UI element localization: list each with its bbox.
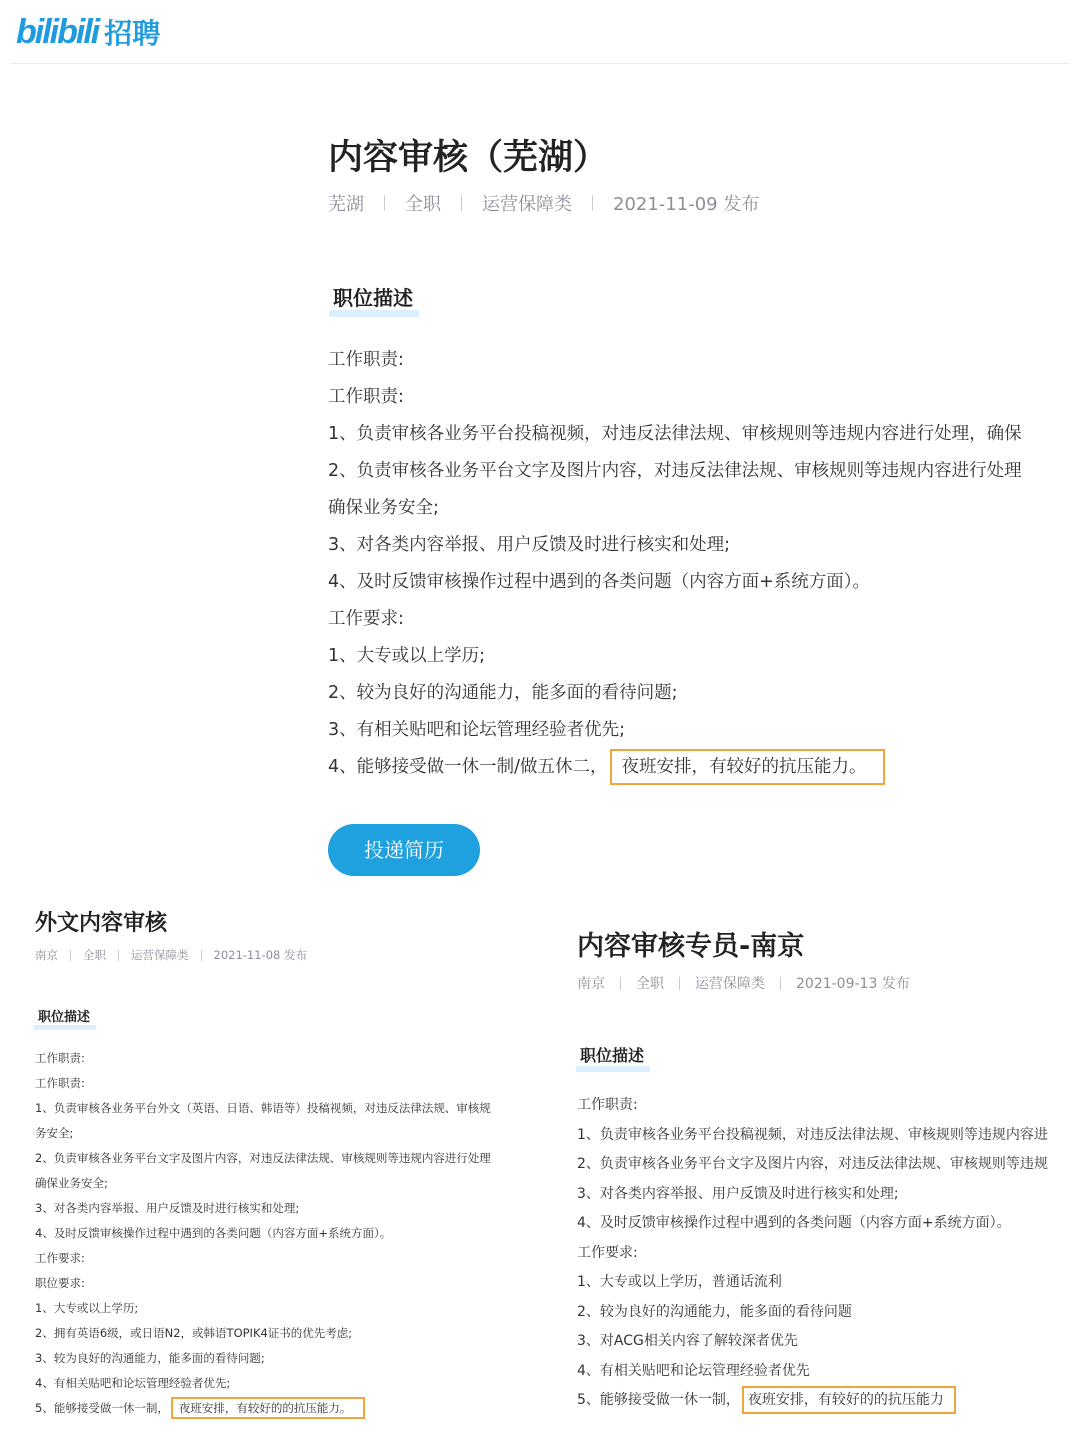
- description-line: 4、及时反馈审核操作过程中遇到的各类问题（内容方面+系统方面）。: [35, 1226, 392, 1240]
- description-line: 4、有相关贴吧和论坛管理经验者优先: [577, 1362, 810, 1379]
- job-description-list: [35, 1046, 540, 1421]
- description-line: 工作要求:: [35, 1251, 85, 1265]
- highlight-box: 夜班安排，有较好的抗压能力。: [610, 749, 885, 785]
- section-title-job-description: [580, 1043, 644, 1066]
- section-title-text: 职位描述: [333, 286, 413, 310]
- description-line: 4、有相关贴吧和论坛管理经验者优先;: [35, 1376, 231, 1390]
- description-line-highlighted: [577, 1386, 1073, 1416]
- job-type: 全职: [636, 976, 664, 992]
- description-line: 确保业务安全;: [328, 498, 439, 518]
- job-type: 全职: [83, 948, 106, 962]
- site-header: [0, 0, 1080, 64]
- job-meta: [577, 973, 910, 993]
- section-title-text: 职位描述: [580, 1046, 645, 1065]
- description-line: 1、大专或以上学历，普通话流利: [577, 1274, 782, 1290]
- description-line: 1、大专或以上学历;: [35, 1301, 139, 1315]
- meta-divider: [679, 977, 680, 990]
- job-publish-date: 2021-11-09 发布: [613, 194, 760, 215]
- section-title-underline: [34, 1025, 96, 1030]
- description-line: 1、负责审核各业务平台外文（英语、日语、韩语等）投稿视频，对违反法律法规、审核规: [35, 1101, 491, 1115]
- description-line: 工作要求:: [577, 1244, 638, 1261]
- description-line: 2、较为良好的沟通能力，能多面的看待问题;: [328, 683, 678, 703]
- apply-resume-button[interactable]: 投递简历: [328, 824, 480, 876]
- description-line: 工作职责:: [328, 387, 404, 407]
- description-line-highlighted: [35, 1396, 540, 1421]
- description-line: 2、负责审核各业务平台文字及图片内容，对违反法律法规、审核规则等违规: [577, 1156, 1048, 1172]
- meta-divider: [201, 950, 202, 961]
- logo-recruit: 招聘: [104, 17, 161, 50]
- description-line: 工作职责:: [328, 350, 404, 370]
- description-line: 确保业务安全;: [35, 1176, 108, 1190]
- meta-divider: [592, 195, 593, 211]
- job-category: 运营保障类: [482, 194, 572, 215]
- description-line: 3、对各类内容举报、用户反馈及时进行核实和处理;: [328, 535, 731, 555]
- job-category: 运营保障类: [131, 948, 189, 962]
- section-title-job-description: [38, 1006, 90, 1025]
- description-line: 1、负责审核各业务平台投稿视频，对违反法律法规、审核规则等违规内容进: [577, 1126, 1048, 1143]
- description-line: 务安全;: [35, 1126, 74, 1140]
- job-title: 外文内容审核: [35, 911, 168, 936]
- job-category: 运营保障类: [695, 976, 765, 992]
- job-meta: [328, 190, 759, 216]
- description-line: 工作要求:: [328, 609, 404, 629]
- description-line: 工作职责:: [35, 1076, 85, 1090]
- bilibili-recruit-logo[interactable]: [16, 10, 160, 54]
- highlight-box: 夜班安排，有较好的的抗压能力。: [171, 1397, 366, 1419]
- job-location: 南京: [35, 948, 58, 962]
- description-line-highlighted: [328, 749, 1073, 786]
- section-title-underline: [329, 310, 419, 317]
- meta-divider: [780, 977, 781, 990]
- description-line: 工作职责:: [577, 1097, 638, 1113]
- section-title-job-description: [333, 282, 413, 311]
- job-description-list: [577, 1091, 1073, 1416]
- main-job-posting: [0, 64, 1080, 884]
- job-publish-date: 2021-09-13 发布: [796, 976, 910, 992]
- highlight-box: 夜班安排，有较好的的抗压能力: [742, 1386, 956, 1414]
- logo-brand: bilibili: [16, 12, 99, 51]
- description-line: 工作职责:: [35, 1051, 85, 1065]
- description-line: 4、及时反馈审核操作过程中遇到的各类问题（内容方面+系统方面）。: [577, 1215, 1011, 1231]
- meta-divider: [70, 950, 71, 961]
- job-title: 内容审核专员-南京: [577, 931, 805, 962]
- meta-divider: [384, 195, 385, 211]
- description-line: 2、较为良好的沟通能力，能多面的看待问题: [577, 1303, 852, 1320]
- description-line: 1、负责审核各业务平台投稿视频，对违反法律法规、审核规则等违规内容进行处理，确保: [328, 424, 1022, 444]
- description-line: 3、对ACG相关内容了解较深者优先: [577, 1333, 798, 1349]
- description-line: 2、拥有英语6级，或日语N2，或韩语TOPIK4证书的优先考虑;: [35, 1326, 353, 1340]
- job-description-list: [328, 342, 1073, 786]
- description-line: 2、负责审核各业务平台文字及图片内容，对违反法律法规、审核规则等违规内容进行处理: [328, 461, 1022, 481]
- description-line: 职位要求:: [35, 1276, 85, 1290]
- job-location: 南京: [577, 976, 605, 992]
- description-line: 1、大专或以上学历;: [328, 646, 486, 666]
- job-publish-date: 2021-11-08 发布: [213, 948, 307, 962]
- section-title-text: 职位描述: [38, 1010, 91, 1025]
- job-title: 内容审核（芜湖）: [328, 138, 609, 178]
- description-line: 3、较为良好的沟通能力，能多面的看待问题;: [35, 1351, 265, 1365]
- meta-divider: [461, 195, 462, 211]
- description-line: 4、及时反馈审核操作过程中遇到的各类问题（内容方面+系统方面）。: [328, 572, 871, 592]
- description-line: 3、对各类内容举报、用户反馈及时进行核实和处理;: [577, 1185, 899, 1202]
- description-line: 3、有相关贴吧和论坛管理经验者优先;: [328, 720, 626, 740]
- job-location: 芜湖: [328, 194, 364, 215]
- description-line: 3、对各类内容举报、用户反馈及时进行核实和处理;: [35, 1201, 300, 1215]
- description-line-prefix: 5、能够接受做一休一制，: [577, 1392, 740, 1408]
- job-meta: [35, 947, 307, 963]
- description-line: 2、负责审核各业务平台文字及图片内容，对违反法律法规、审核规则等违规内容进行处理: [35, 1151, 491, 1165]
- job-card-nanjing: [550, 884, 1080, 1439]
- job-type: 全职: [405, 194, 441, 215]
- section-title-underline: [576, 1066, 650, 1072]
- description-line-prefix: 4、能够接受做一休一制/做五休二，: [328, 757, 608, 777]
- description-line-prefix: 5、能够接受做一休一制，: [35, 1401, 169, 1415]
- job-card-foreign-content: [0, 884, 550, 1439]
- meta-divider: [620, 977, 621, 990]
- meta-divider: [118, 950, 119, 961]
